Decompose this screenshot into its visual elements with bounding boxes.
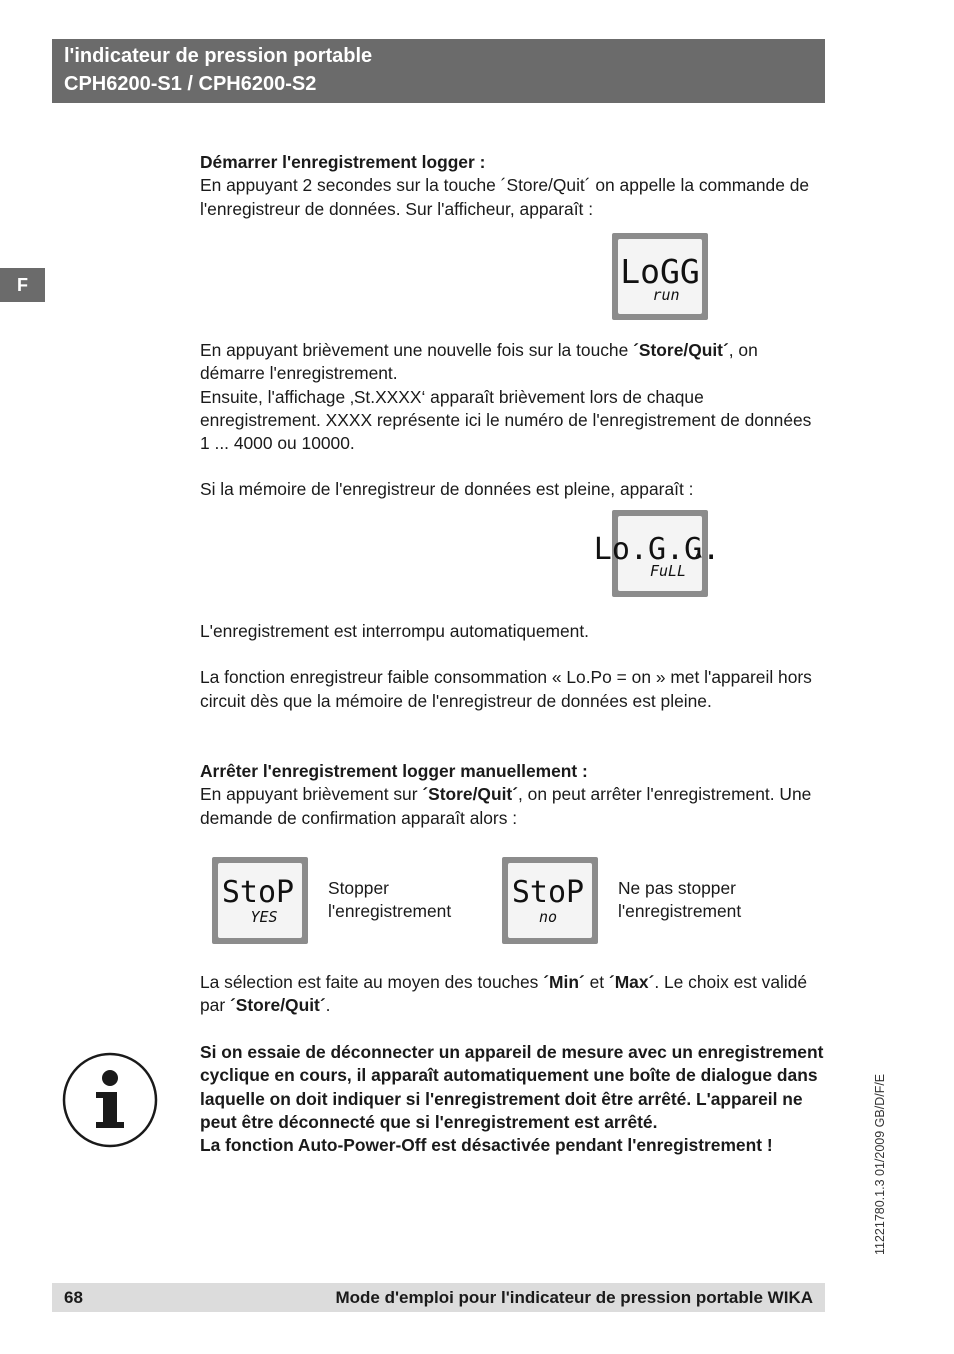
text-part: . <box>325 995 331 1016</box>
text-part: En appuyant brièvement sur <box>200 784 423 805</box>
section-text: Ensuite, l'affichage ‚St.XXXX‘ apparaît brièvement lors de chaque enregistrement. XXXX représente ici le numéro de l'enregistrement de données 1 ... 4000 ou 10000. <box>200 386 812 454</box>
text-part: En appuyant brièvement une nouvelle fois sur la touche <box>200 340 634 360</box>
section-text: En appuyant 2 secondes sur la touche ´Store/Quit´ on appelle la commande de l'enregistreur de données. Sur l'afficheur, apparaît : <box>200 175 810 219</box>
section-stop-manually <box>200 760 825 830</box>
caption-stop-no <box>618 877 778 924</box>
caption-line: Ne pas stopper <box>618 878 736 898</box>
section-text: Si la mémoire de l'enregistreur de données est pleine, apparaît : <box>200 479 694 500</box>
section-text: La fonction enregistreur faible consommation « Lo.Po = on » met l'appareil hors circuit dès que la mémoire de l'enregistreur de données est pleine. <box>200 667 812 711</box>
header-title-line2: CPH6200-S1 / CPH6200-S2 <box>64 73 317 95</box>
lcd-main-text: Lo.G.G. <box>593 532 721 567</box>
section-heading: Démarrer l'enregistrement logger : <box>200 152 486 172</box>
key-store-quit: ´Store/Quit´ <box>229 995 326 1016</box>
lcd-sub-text: YES <box>250 908 278 926</box>
note-paragraph: La fonction Auto-Power-Off est désactivée pendant l'enregistrement ! <box>200 1135 773 1156</box>
header-title-line1: l'indicateur de pression portable <box>64 45 373 67</box>
section-text: L'enregistrement est interrompu automatiquement. <box>200 621 590 641</box>
section-start-recording <box>200 339 825 502</box>
caption-stop-yes <box>328 877 488 924</box>
key-store-quit: ´Store/Quit´ <box>633 340 729 360</box>
lcd-sub-text: run <box>652 286 680 304</box>
lcd-display-logg <box>612 233 708 320</box>
lcd-display-stop-no <box>502 857 598 944</box>
text-part: . Le choix est validé par <box>200 972 808 1016</box>
text-part: et <box>584 972 609 992</box>
footer-title: Mode d'emploi pour l'indicateur de pression portable WIKA <box>335 1287 813 1307</box>
key-max: ´Max´ <box>608 972 655 992</box>
lcd-sub-text: FuLL <box>649 562 687 580</box>
text-part: La sélection est faite au moyen des touches <box>200 972 544 992</box>
section-heading: Arrêter l'enregistrement logger manuellement : <box>200 761 588 781</box>
section-auto-stop <box>200 620 825 713</box>
caption-line: Stopper <box>328 878 389 898</box>
lcd-main-text: StoP <box>511 875 585 910</box>
key-min: ´Min´ <box>543 972 585 992</box>
caption-line: l'enregistrement <box>328 901 452 922</box>
note-paragraph: Si on essaie de déconnecter un appareil de mesure avec un enregistrement cyclique en cours, il apparaît automatiquement une boîte de dialogue dans laquelle on doit indiquer si l'enregistrement doit être arrêté. L'appareil ne peut être déconnecté que si l'enregistrement est arrêté. <box>200 1042 824 1132</box>
lcd-display-stop-yes <box>212 857 308 944</box>
text-part: , on peut arrêter l'enregistrement. Une demande de confirmation apparaît alors : <box>200 784 812 828</box>
key-store-quit: ´Store/Quit´ <box>422 784 518 805</box>
page-footer <box>52 1283 825 1312</box>
text-part: , on démarre l'enregistrement. <box>200 340 758 384</box>
lcd-sub-text: no <box>538 908 558 926</box>
lcd-main-text: LoGG <box>620 252 700 291</box>
page-header <box>52 39 825 103</box>
section-selection <box>200 971 825 1018</box>
document-code: 11221780.1.3 01/2009 GB/D/F/E <box>873 1073 887 1255</box>
page-number: 68 <box>64 1287 83 1307</box>
lcd-display-full <box>593 510 721 597</box>
language-tab: F <box>0 268 45 302</box>
info-icon <box>60 1052 160 1157</box>
important-note <box>200 1041 825 1157</box>
caption-line: l'enregistrement <box>618 901 742 922</box>
lcd-main-text: StoP <box>221 875 295 910</box>
section-start-logger <box>200 151 825 221</box>
